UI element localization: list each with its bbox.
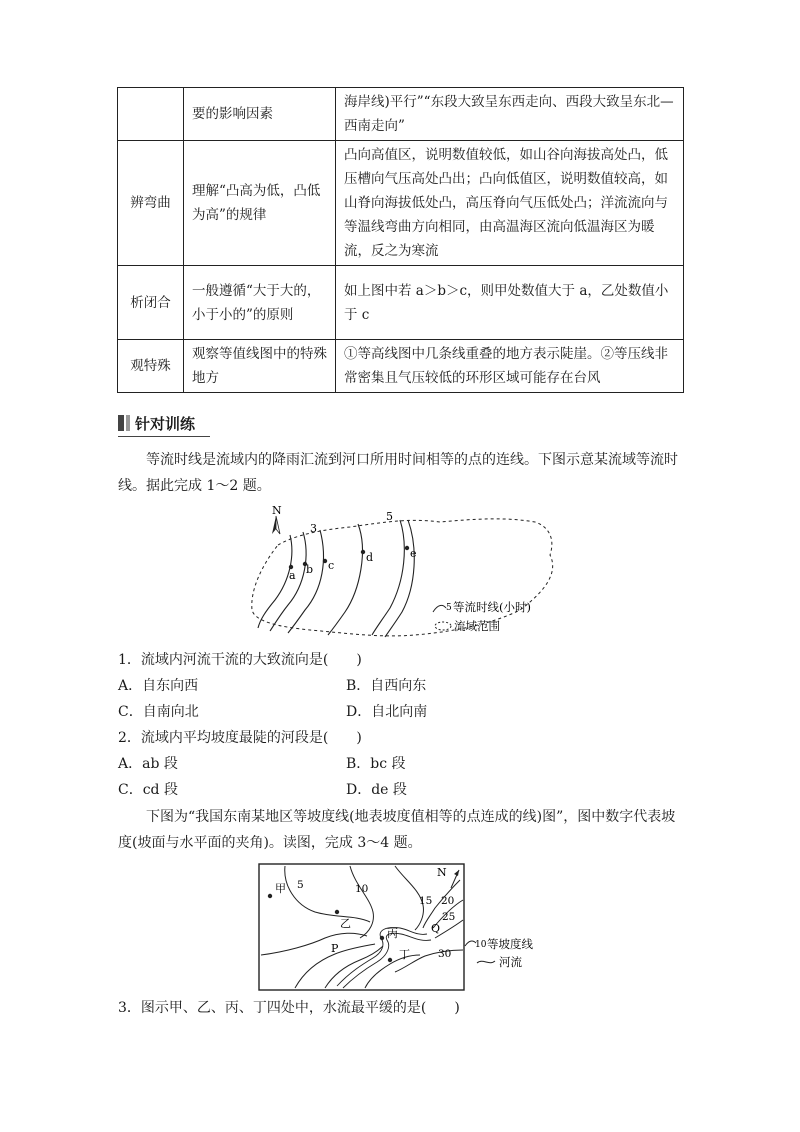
option-1D: D．自北向南: [346, 704, 428, 720]
table-cell: 辨弯曲: [118, 141, 184, 266]
table-cell: 如上图中若 a＞b＞c，则甲处数值大于 a，乙处数值小于 c: [336, 266, 684, 340]
point-jia: [268, 894, 272, 898]
point-label: c: [328, 559, 335, 572]
legend-area-icon: [435, 622, 451, 630]
table-cell: ①等高线图中几条线重叠的地方表示陡崖。②等压线非常密集且气压较低的环形区域可能存在台风: [336, 340, 684, 393]
legend-river-label: 河流: [499, 955, 522, 969]
table-cell: 要的影响因素: [184, 88, 336, 141]
legend-line-icon: [433, 605, 446, 612]
knowledge-table: [117, 87, 684, 393]
section-title: 针对训练: [135, 414, 196, 433]
north-arrow-icon: [272, 516, 276, 534]
option-2C: C．cd 段: [118, 782, 178, 798]
point-ding: [388, 958, 392, 962]
slope-value: 15: [419, 895, 433, 907]
point-label: e: [410, 547, 417, 560]
legend-area-label: 流域范围: [454, 619, 500, 633]
table-cell: 观察等值线图中的特殊地方: [184, 340, 336, 393]
question-2: 2．流域内平均坡度最陡的河段是( ): [118, 730, 362, 746]
slope-value: 10: [355, 883, 369, 895]
heading-underline: [118, 436, 210, 437]
flow-time-map-overlay: [250, 500, 570, 640]
heading-bar-icon: [126, 415, 130, 431]
point-label: d: [366, 551, 374, 564]
point-label: 丁: [399, 948, 410, 961]
legend-line-num: 5: [446, 603, 452, 613]
heading-bar-icon: [118, 415, 124, 431]
iso-label: 5: [386, 510, 393, 523]
question-1: 1．流域内河流干流的大致流向是( ): [118, 652, 362, 668]
slope-value: 5: [297, 879, 304, 891]
option-1B: B．自西向东: [346, 678, 427, 694]
point-label: 甲: [275, 882, 286, 895]
table-cell: 海岸线)平行”“东段大致呈东西走向、西段大致呈东北—西南走向”: [336, 88, 684, 141]
point-c: [323, 559, 327, 563]
slope-value: 30: [438, 948, 452, 960]
legend-line-label: 等坡度线: [487, 937, 533, 951]
iso-line: [385, 520, 414, 637]
point-label: a: [289, 569, 296, 582]
legend-line-num: 10: [475, 940, 487, 950]
slope-map: [255, 860, 585, 995]
intro-paragraph-1: 等流时线是流域内的降雨汇流到河口所用时间相等的点的连线。下图示意某流域等流时线。据此完成 1～2 题。: [118, 452, 678, 494]
point-e: [405, 546, 409, 550]
table-row: [118, 266, 684, 340]
section-heading: [118, 413, 195, 433]
river: [343, 933, 431, 988]
slope-line: [350, 866, 373, 938]
north-label: N: [272, 504, 282, 517]
option-1C: C．自南向北: [118, 704, 199, 720]
slope-value: 25: [442, 911, 456, 923]
area-label-Q: Q: [431, 922, 441, 935]
option-2B: B．bc 段: [346, 756, 406, 772]
point-label: 丙: [387, 927, 398, 940]
option-2D: D．de 段: [346, 782, 407, 798]
table-cell: 观特殊: [118, 340, 184, 393]
point-label: 乙: [340, 917, 351, 930]
table-row: [118, 141, 684, 266]
option-1A: A．自东向西: [118, 678, 199, 694]
iso-label: 3: [310, 522, 317, 535]
table-cell: 一般遵循“大于大的，小于小的”的原则: [184, 266, 336, 340]
slope-line: [365, 955, 420, 988]
point-d: [361, 550, 365, 554]
point-label: b: [306, 563, 314, 576]
area-label-P: P: [331, 942, 339, 955]
table-row: [118, 88, 684, 141]
point-yi: [335, 910, 339, 914]
table-row: [118, 340, 684, 393]
table-cell: 凸向高值区，说明数值较低，如山谷向海拔高处凸，低压槽向气压高处凸出；凸向低值区，说明数值较高，如山脊向海拔低处凸，高压脊向气压低处凸；洋流流向与等温线弯曲方向相同，由高温海区流向低温海区为暖流，反之为寒流: [336, 141, 684, 266]
intro-paragraph-2: 下图为“我国东南某地区等坡度线(地表坡度值相等的点连成的线)图”，图中数字代表坡度(坡面与水平面的夹角)。读图，完成 3～4 题。: [118, 809, 676, 851]
north-label: N: [437, 866, 447, 879]
question-3: 3．图示甲、乙、丙、丁四处中，水流最平缓的是( ): [118, 1000, 460, 1016]
slope-line: [261, 933, 367, 955]
table-cell: 理解“凸高为低，凸低为高”的规律: [184, 141, 336, 266]
point-bing: [380, 936, 384, 940]
table-cell: [118, 88, 184, 141]
legend-river-icon: [477, 961, 495, 963]
slope-value: 20: [441, 895, 455, 907]
option-2A: A．ab 段: [118, 756, 178, 772]
table-cell: 析闭合: [118, 266, 184, 340]
legend-line-label: 等流时线(小时): [453, 600, 531, 614]
